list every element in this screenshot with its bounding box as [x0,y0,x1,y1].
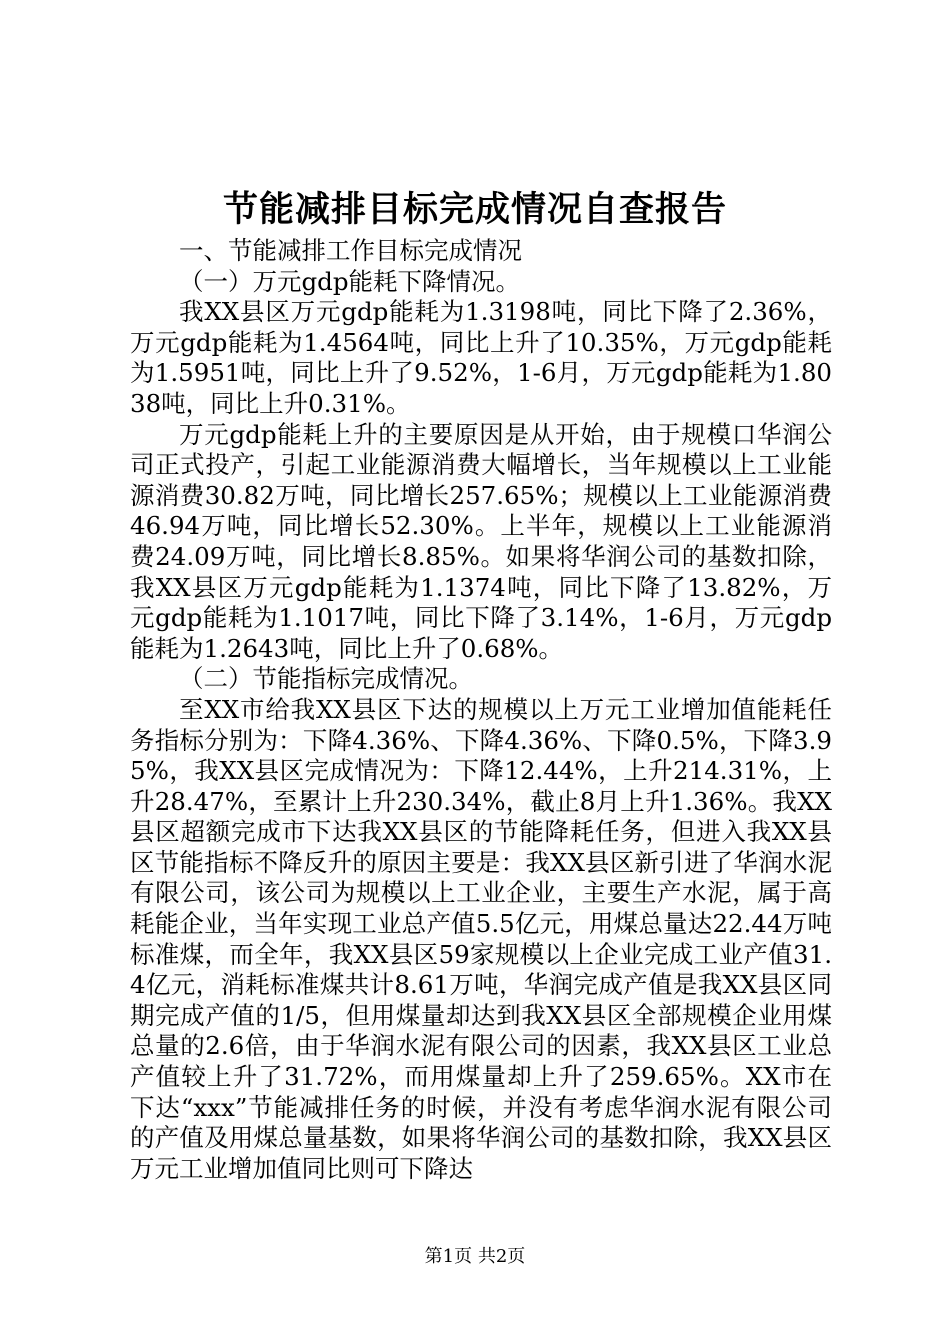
document-body [130,236,832,1184]
body-paragraph: 至XX市给我XX县区下达的规模以上万元工业增加值能耗任务指标分别为：下降4.36%、下降4.36%、下降0.5%，下降3.95%，我XX县区完成情况为：下降12.44%，上升214.31%，上升28.47%，至累计上升230.34%，截止8月上升1.36%。我XX县区超额完成市下达我XX县区的节能降耗任务，但进入我XX县区节能指标不降反升的原因主要是：我XX县区新引进了华润水泥有限公司，该公司为规模以上工业企业，主要生产水泥，属于高耗能企业，当年实现工业总产值5.5亿元，用煤总量达22.44万吨标准煤，而全年，我XX县区59家规模以上企业完成工业产值31.4亿元，消耗标准煤共计8.61万吨，华润完成产值是我XX县区同期完成产值的1/5，但用煤量却达到我XX县区全部规模企业用煤总量的2.6倍，由于华润水泥有限公司的因素，我XX县区工业总产值较上升了31.72%，而用煤量却上升了259.65%。XX市在下达“xxx”节能减排任务的时候，并没有考虑华润水泥有限公司的产值及用煤总量基数，如果将华润公司的基数扣除，我XX县区万元工业增加值同比则可下降达 [130,694,832,1183]
body-paragraph: 我XX县区万元gdp能耗为1.3198吨，同比下降了2.36%，万元gdp能耗为1.4564吨，同比上升了10.35%，万元gdp能耗为1.5951吨，同比上升了9.52%，1-6月，万元gdp能耗为1.8038吨，同比上升0.31%。 [130,297,832,418]
page-number: 第1页 共2页 [424,1246,526,1267]
subsection-heading: （一）万元gdp能耗下降情况。 [179,266,521,296]
body-paragraph: 万元gdp能耗上升的主要原因是从开始，由于规模口华润公司正式投产，引起工业能源消费大幅增长，当年规模以上工业能源消费30.82万吨，同比增长257.65%；规模以上工业能源消费46.94万吨，同比增长52.30%。上半年，规模以上工业能源消费24.09万吨，同比增长8.85%。如果将华润公司的基数扣除，我XX县区万元gdp能耗为1.1374吨，同比下降了13.82%，万元gdp能耗为1.1017吨，同比下降了3.14%，1-6月，万元gdp能耗为1.2643吨，同比上升了0.68%。 [130,419,832,663]
subsection-heading: （二）节能指标完成情况。 [179,664,473,694]
document-title: 节能减排目标完成情况自查报告 [222,189,727,230]
section-heading: 一、节能减排工作目标完成情况 [179,236,522,265]
